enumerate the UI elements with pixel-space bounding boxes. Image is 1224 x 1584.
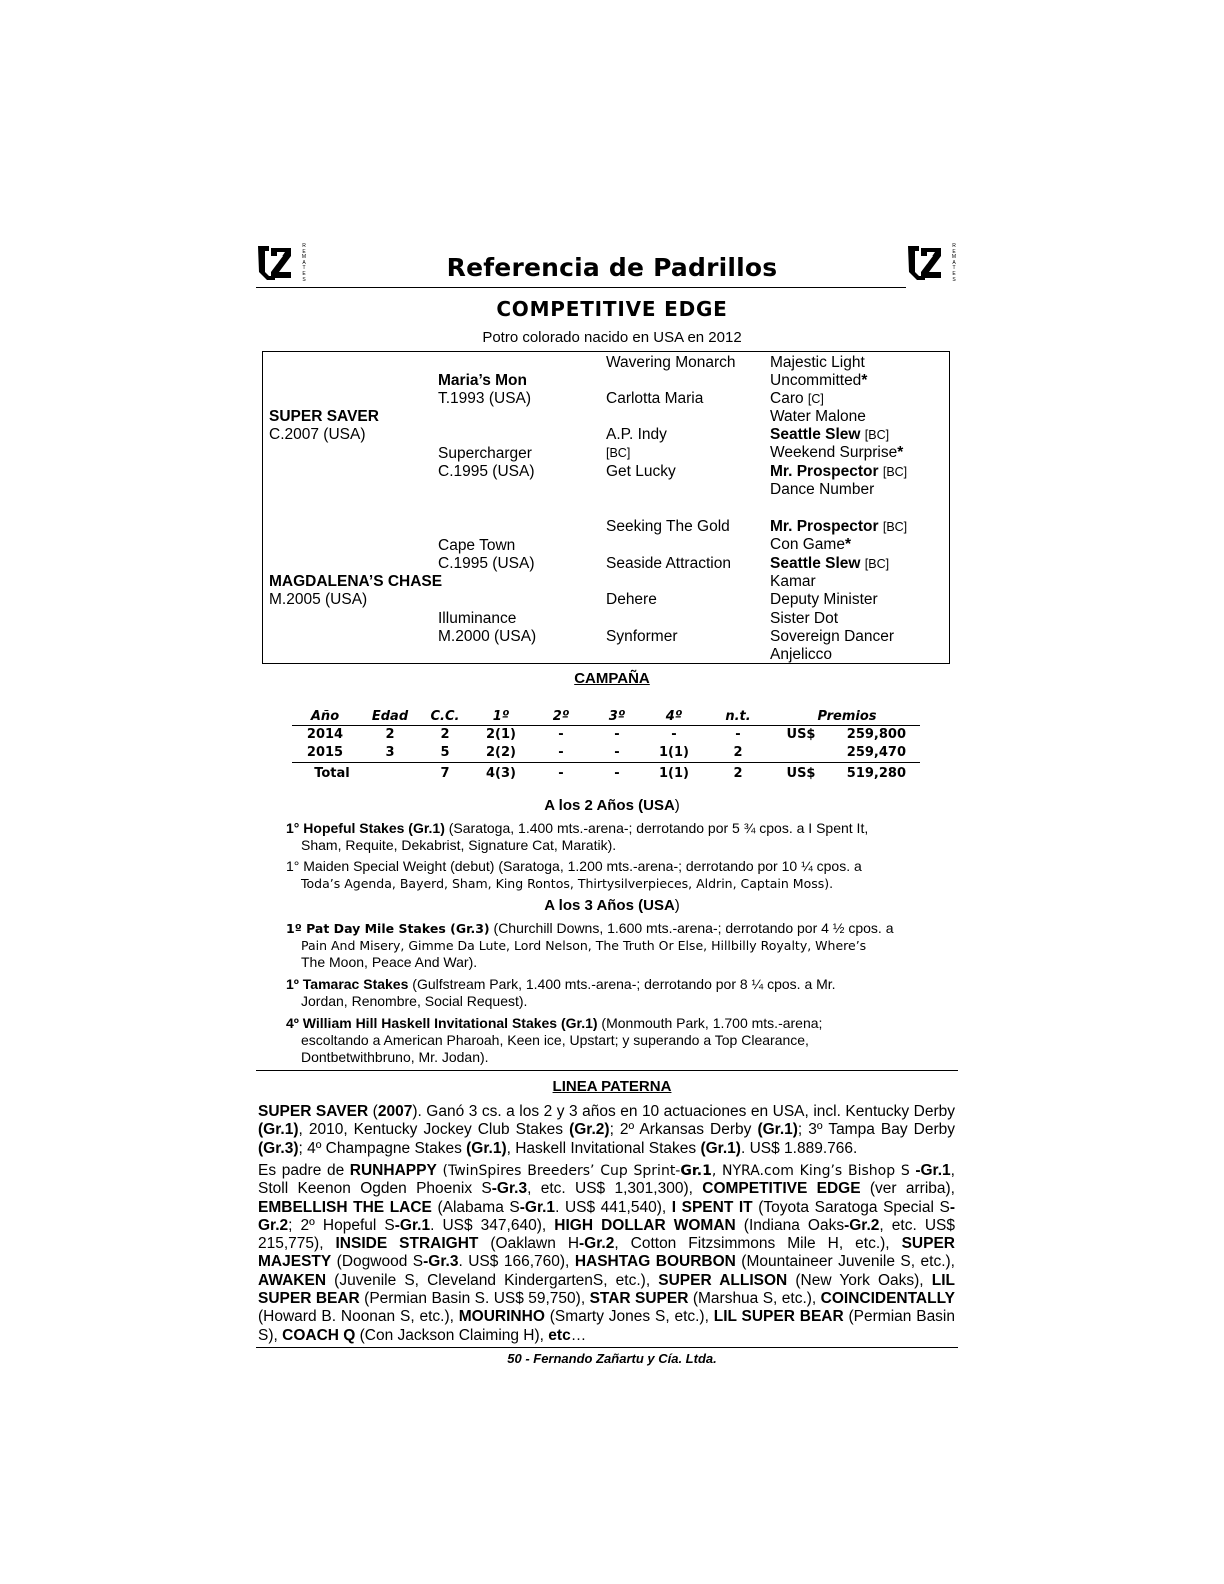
- paragraph-run: (Gr.3): [258, 1139, 299, 1157]
- two-years-heading: A los 2 Años (USA): [544, 797, 680, 814]
- paragraph-run: , Cotton Fitzsimmons Mile H, etc.),: [614, 1235, 902, 1253]
- paragraph-run: (: [368, 1103, 378, 1120]
- paragraph-run: (ver arriba),: [860, 1180, 955, 1198]
- dam-sire-name: Cape Town: [438, 537, 516, 554]
- paragraph-run: INSIDE STRAIGHT: [335, 1235, 479, 1253]
- paragraph-run: …: [570, 1326, 587, 1344]
- paragraph-run: (Con Jackson Claiming H),: [355, 1326, 549, 1344]
- paragraph-run: -Gr.3: [423, 1253, 459, 1271]
- paragraph-run: RUNHAPPY: [349, 1162, 437, 1179]
- paragraph-run: HASHTAG BOURBON: [574, 1253, 736, 1271]
- paragraph-run: (Gr.2): [569, 1121, 610, 1139]
- section-divider: [256, 1070, 958, 1071]
- col-header: 3º: [588, 708, 646, 726]
- linea-paragraph-2: [258, 1162, 955, 1345]
- paragraph-run: etc: [548, 1326, 571, 1344]
- logo-side-text: R E M A T E S: [951, 243, 957, 283]
- paragraph-run: MOURINHO: [458, 1308, 545, 1326]
- table-total-row: Total 7 4(3) - - 1(1) 2 US$ 519,280: [314, 766, 906, 781]
- paragraph-run: -Gr.1: [909, 1162, 951, 1179]
- sire-info: C.2007 (USA): [269, 426, 366, 443]
- g4-name: Dance Number: [770, 481, 875, 498]
- footer-rule: [256, 1347, 958, 1348]
- campaign-table: [292, 708, 920, 783]
- g4-name: Deputy Minister: [770, 591, 878, 608]
- paragraph-run: , NYRA.com King’s Bishop S: [711, 1163, 910, 1179]
- col-header: 4º: [646, 708, 702, 726]
- paragraph-run: , 2010, Kentucky Jockey Club Stakes: [298, 1121, 570, 1139]
- paragraph-run: (Indiana Oaks: [735, 1216, 845, 1234]
- three-years-heading: A los 3 Años (USA): [544, 897, 680, 914]
- paragraph-run: HIGH DOLLAR WOMAN: [554, 1216, 736, 1234]
- col-header: C.C.: [422, 708, 468, 726]
- linea-title: LINEA PATERNA: [552, 1078, 672, 1095]
- paragraph-run: . US$ 1.889.766.: [740, 1139, 858, 1157]
- paragraph-run: (Gr.1): [757, 1121, 798, 1139]
- paragraph-run: LIL SUPER BEAR: [713, 1308, 844, 1326]
- horse-subtitle: Potro colorado nacido en USA en 2012: [482, 329, 742, 346]
- paragraph-run: (Marshua S, etc.),: [688, 1290, 821, 1308]
- paragraph-run: , etc. US$ 215,775),: [258, 1216, 955, 1253]
- dam-dam-info: M.2000 (USA): [438, 628, 537, 645]
- header-rule: [256, 287, 906, 288]
- paragraph-run: (Permian Basin S),: [258, 1308, 955, 1344]
- table-header-row: [292, 708, 920, 726]
- paragraph-run: -Gr.2: [579, 1235, 615, 1253]
- g4-name: Mr. Prospector [BC]: [770, 518, 908, 535]
- paragraph-run: ; 4º Champagne Stakes: [298, 1139, 467, 1157]
- paragraph-run: AWAKEN: [258, 1271, 327, 1289]
- paragraph-run: SUPER MAJESTY: [258, 1235, 955, 1271]
- race-entry: 1° Maiden Special Weight (debut) (Saratoga, 1.200 mts.-arena-; derrotando por 10 ¼ cpos. a Toda’s Agenda, Bayerd, Sham, King Rontos, Thirtysilverpieces, Aldrin, Captain Moss).: [286, 858, 862, 891]
- paragraph-run: (Juvenile S, Cleveland KindergartenS, etc.),: [326, 1271, 659, 1289]
- g4-name: Mr. Prospector [BC]: [770, 463, 908, 480]
- g4-name: Sovereign Dancer: [770, 628, 895, 645]
- paragraph-run: ; 2º Arkansas Derby: [609, 1121, 758, 1139]
- g4-name: Kamar: [770, 573, 816, 590]
- g3-name: Seaside Attraction: [606, 555, 731, 572]
- page-title: Referencia de Padrillos: [446, 253, 778, 282]
- table-row: 2014 2 2 2(1) - - - - US$ 259,800: [306, 727, 906, 742]
- g3-name: Synformer: [606, 628, 678, 645]
- col-header: Edad: [358, 708, 422, 726]
- paragraph-run: (Mountaineer Juvenile S, etc.),: [735, 1253, 955, 1271]
- logo-side-text: R E M A T E S: [301, 243, 307, 283]
- sire-dam-name: Supercharger: [438, 445, 532, 462]
- paragraph-run: ). Ganó 3 cs. a los 2 y 3 años en 10 actuaciones en USA, incl. Kentucky Derby: [412, 1103, 955, 1120]
- g3-name: Seeking The Gold: [606, 518, 730, 535]
- paragraph-run: (Gr.1): [258, 1121, 299, 1139]
- col-header: Año: [292, 708, 358, 726]
- paragraph-run: , Stoll Keenon Ogden Phoenix S: [258, 1162, 955, 1198]
- g4-name: Majestic Light: [770, 354, 865, 371]
- paragraph-run: (Toyota Saratoga Special S: [752, 1198, 950, 1216]
- paragraph-run: (Gr.1): [466, 1139, 507, 1157]
- paragraph-run: . US$ 441,540),: [555, 1198, 672, 1216]
- paragraph-run: Es padre de: [258, 1162, 350, 1179]
- col-header: 1º: [468, 708, 534, 726]
- g4-name: Caro [C]: [770, 390, 824, 407]
- campaign-title: CAMPAÑA: [574, 670, 650, 687]
- sire-name: SUPER SAVER: [269, 408, 379, 425]
- g4-name: Seattle Slew [BC]: [770, 426, 890, 443]
- linea-paragraph-1: [258, 1103, 955, 1158]
- paragraph-run: -Gr.1: [519, 1198, 556, 1216]
- paragraph-run: (Alabama S: [431, 1198, 520, 1216]
- paragraph-run: -Gr.2: [844, 1216, 880, 1234]
- paragraph-run: COINCIDENTALLY: [820, 1290, 955, 1308]
- paragraph-run: , Haskell Invitational Stakes: [506, 1139, 701, 1157]
- g3-tag: [BC]: [606, 446, 631, 460]
- dam-info: M.2005 (USA): [269, 591, 368, 608]
- paragraph-run: Gr.1: [680, 1163, 712, 1179]
- g4-name: Anjelicco: [770, 646, 833, 663]
- paragraph-run: I SPENT IT: [671, 1198, 753, 1216]
- paragraph-run: (Gr.1): [700, 1139, 741, 1157]
- horse-name: COMPETITIVE EDGE: [496, 297, 728, 321]
- race-entry: 4º William Hill Haskell Invitational Stakes (Gr.1) (Monmouth Park, 1.700 mts.-arena; escoltando a American Pharoah, Keen ice, Upstart; y superando a Top Clearance, Dontbetwithbruno, Mr. Jodan).: [286, 1015, 823, 1065]
- paragraph-run: (Smarty Jones S, etc.),: [544, 1308, 714, 1326]
- paragraph-run: ; 3º Tampa Bay Derby: [797, 1121, 955, 1139]
- paragraph-run: (Howard B. Noonan S, etc.),: [258, 1308, 459, 1326]
- g4-name: Weekend Surprise*: [770, 444, 904, 461]
- paragraph-run: -Gr.3: [491, 1180, 528, 1198]
- race-entry: 1º Tamarac Stakes (Gulfstream Park, 1.400 mts.-arena-; derrotando por 8 ¼ cpos. a Mr. Jordan, Renombre, Social Request).: [286, 976, 836, 1009]
- dam-dam-name: Illuminance: [438, 610, 517, 627]
- g4-name: Con Game*: [770, 536, 851, 553]
- table-row: 2015 3 5 2(2) - - 1(1) 2 259,470: [292, 744, 920, 763]
- g4-name: Seattle Slew [BC]: [770, 555, 890, 572]
- sire-sire-info: T.1993 (USA): [438, 390, 532, 407]
- paragraph-run: , etc. US$ 1,301,300),: [527, 1180, 703, 1198]
- paragraph-run: LIL SUPER BEAR: [258, 1271, 955, 1308]
- col-header: Premios: [774, 708, 920, 726]
- race-entry: 1º Pat Day Mile Stakes (Gr.3) (Churchill Downs, 1.600 mts.-arena-; derrotando por 4 ½ cpos. a Pain And Misery, Gimme Da Lute, Lord Nelson, The Truth Or Else, Hillbilly Royalty, Where’s The Moon, Peace And War).: [286, 920, 894, 970]
- g3-name: Wavering Monarch: [606, 354, 736, 371]
- paragraph-run: STAR SUPER: [589, 1290, 689, 1308]
- g3-name: Dehere: [606, 591, 657, 608]
- g3-name: Get Lucky: [606, 463, 676, 480]
- paragraph-run: . US$ 166,760),: [458, 1253, 575, 1271]
- g4-name: Uncommitted*: [770, 372, 868, 389]
- paragraph-run: COMPETITIVE EDGE: [702, 1180, 861, 1198]
- dam-name: MAGDALENA’S CHASE: [269, 573, 443, 590]
- paragraph-run: (New York Oaks),: [787, 1271, 932, 1289]
- paragraph-run: SUPER SAVER: [258, 1103, 369, 1120]
- paragraph-run: (TwinSpires Breeders’ Cup Sprint-: [436, 1163, 681, 1179]
- g4-name: Water Malone: [770, 408, 866, 425]
- paragraph-run: ; 2º Hopeful S: [288, 1216, 395, 1234]
- pedigree-box: [262, 351, 950, 664]
- paragraph-run: EMBELLISH THE LACE: [258, 1198, 432, 1216]
- sire-sire-name: Maria’s Mon: [438, 372, 527, 389]
- paragraph-run: . US$ 347,640),: [430, 1216, 555, 1234]
- g3-name: Carlotta Maria: [606, 390, 704, 407]
- paragraph-run: (Oaklawn H: [478, 1235, 580, 1253]
- paragraph-run: (Dogwood S: [331, 1253, 424, 1271]
- paragraph-run: 2007: [377, 1103, 413, 1120]
- g3-name: A.P. Indy: [606, 426, 667, 443]
- col-header: n.t.: [702, 708, 774, 726]
- dam-sire-info: C.1995 (USA): [438, 555, 535, 572]
- col-header: 2º: [534, 708, 588, 726]
- race-entry: 1° Hopeful Stakes (Gr.1) (Saratoga, 1.400 mts.-arena-; derrotando por 5 ¾ cpos. a I Spent It, Sham, Requite, Dekabrist, Signature Cat, Maratik).: [286, 820, 869, 853]
- paragraph-run: SUPER ALLISON: [658, 1271, 788, 1289]
- sire-dam-info: C.1995 (USA): [438, 463, 535, 480]
- paragraph-run: COACH Q: [282, 1326, 356, 1344]
- paragraph-run: -Gr.1: [394, 1216, 431, 1234]
- g4-name: Sister Dot: [770, 610, 839, 627]
- paragraph-run: (Permian Basin S. US$ 59,750),: [359, 1290, 590, 1308]
- paragraph-run: -Gr.2: [258, 1198, 956, 1234]
- page-footer: 50 - Fernando Zañartu y Cía. Ltda.: [507, 1351, 717, 1366]
